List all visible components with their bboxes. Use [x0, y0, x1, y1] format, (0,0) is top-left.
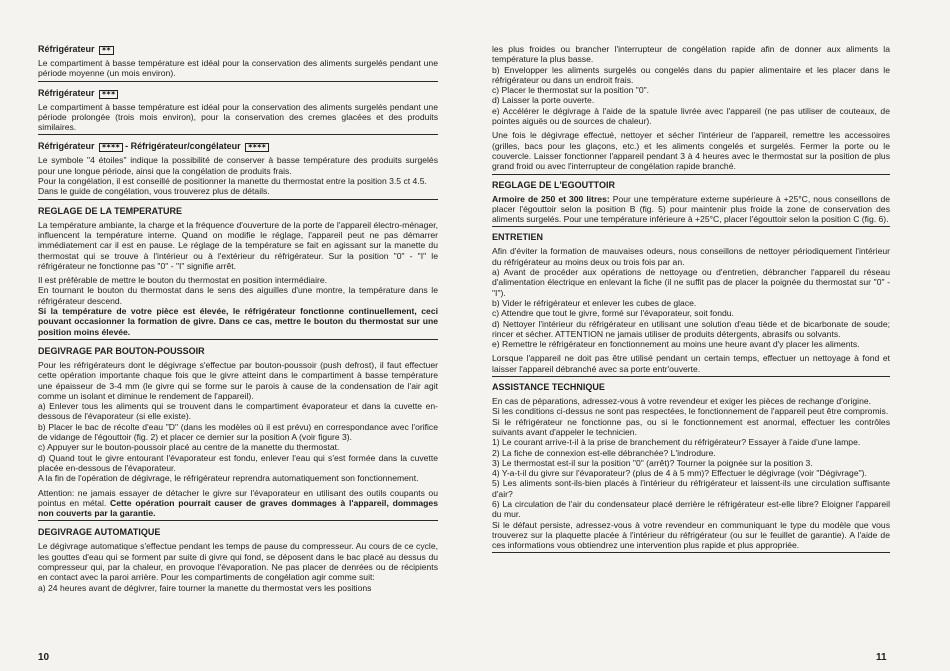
list-item: b) Placer le bac de récolte d'eau "D" (dans les modèles où il est prévu) en correspondance avec l'orifice de vidange de l'égouttoir (fig. 2) et placer ce dernier sur la position A (voir figure 3).	[38, 421, 438, 443]
list-item: 1) Le courant arrive-t-il à la prise de branchement du réfrigérateur? Essayer à l'aide d'une lampe.	[492, 437, 861, 448]
four-star-icon: ✶✶✶✶	[245, 143, 269, 152]
paragraph: Lorsque l'appareil ne doit pas être utilisé pendant un certain temps, effectuer un nettoyage à fond et laisser l'appareil débranché avec sa porte entr'ouverte.	[492, 353, 890, 374]
left-page	[38, 44, 438, 600]
section-entretien	[492, 232, 890, 377]
page-number-right: 11	[876, 652, 887, 663]
section-degivrage-automatique	[38, 527, 438, 594]
three-star-icon: ✶✶✶	[99, 90, 119, 99]
section-refrigerateur-4-etoiles	[38, 141, 438, 199]
body-text: Pour une température externe supérieure à +25°C, nous conseillons de placer l'égouttoir selon la position B (fig. 5) pour maintenir plus froide la zone de conservation des aliments surgelés. Pour une température inférieure à +25°C, placer l'égouttoir selon la position C (fig. 6).	[492, 193, 890, 225]
four-star-icon: ✶✶✶✶	[99, 143, 123, 152]
list-item: a) 24 heures avant de dégivrer, faire tourner la manette du thermostat vers les positions	[38, 582, 372, 593]
section-title: DEGIVRAGE PAR BOUTON-POUSSOIR	[38, 345, 205, 356]
list-item: e) Accélérer le dégivrage à l'aide de la spatule livrée avec l'appareil (ne pas utiliser de couteaux, de pointes aiguës ou de sources de chaleur).	[492, 105, 890, 127]
list-item: c) Attendre que tout le givre, formé sur l'évaporateur, soit fondu.	[492, 308, 734, 319]
paragraph: En tournant le bouton du thermostat dans le sens des aiguilles d'une montre, la température dans le réfrigérateur descend.	[38, 285, 438, 306]
paragraph: Si le réfrigérateur ne fonctionne pas, ou si le fonctionnement est anormal, effectuer les contrôles suivants avant d'appeler le technicien.	[492, 416, 890, 437]
section-title: REGLAGE DE LA TEMPERATURE	[38, 205, 183, 216]
list-item: 4) Y-a-t-il du givre sur l'évaporateur? (plus de 4 à 5 mm)? Effectuer le dégivrage (voir "Dégivrage").	[492, 468, 867, 479]
paragraph: Si les conditions ci-dessus ne sont pas respectées, le fonctionnement de l'appareil peut être compromis.	[492, 406, 889, 417]
warning-bold-text: Cette opération pourrait causer de graves dommages à l'appareil, dommages non couverts par la garantie.	[38, 497, 438, 519]
list-item: 6) La circulation de l'air du condensateur placé derrière le réfrigérateur est-elle libre? Eloigner l'appareil du mur.	[492, 498, 890, 520]
list-item: d) Laisser la porte ouverte.	[492, 95, 595, 106]
paragraph: Le compartiment à basse température est idéal pour la conservation des aliments surgelés pendant une période moyenne (un mois environ).	[38, 58, 438, 79]
list-item: d) Quand tout le givre entourant l'évaporateur est fondu, enlever l'eau qui s'est formée dans la cuvette placée en-dessous de l'évaporateur.	[38, 452, 438, 473]
list-item: c) Placer le thermostat sur la position "0".	[492, 85, 650, 96]
section-degivrage-bouton-poussoir	[38, 346, 438, 521]
list-item: 5) Les aliments sont-ils-bien placés à l'intérieur du réfrigérateur et laissent-ils une circulation suffisante d'air?	[492, 478, 890, 499]
paragraph: En cas de péparations, adressez-vous à votre revendeur et exiger les pièces de rechange d'origine.	[492, 396, 872, 407]
section-title: REGLAGE DE L'EGOUTTOIR	[492, 179, 615, 190]
two-star-icon: ✶✶	[99, 46, 114, 55]
paragraph: Pour la congélation, il est conseillé de positionner la manette du thermostat entre la position 3.5 ct 4.5.	[38, 176, 427, 187]
section-refrigerateur-3-etoiles	[38, 88, 438, 136]
list-item: a) Avant de procéder aux opérations de nettoyage ou d'entretien, débrancher l'appareil du réseau d'alimentation électrique en enlevant la fiche (il ne suffit pas de placer la poignée du thermostat sur "0" - "I").	[492, 267, 890, 298]
list-item: 2) La fiche de connexion est-elle débranchée? L'indrodure.	[492, 447, 716, 458]
paragraph: Le symbole "4 étoiles" indique la possibilité de conserver à basse température des produits surgelés pour une longue période, ainsi que la congélation de produits frais.	[38, 155, 438, 176]
section-reglage-temperature	[38, 206, 438, 340]
paragraph	[492, 194, 890, 225]
warning-paragraph	[38, 488, 438, 519]
section-title: Réfrigérateur	[38, 44, 95, 54]
paragraph: Le compartiment à basse température est idéal pour la conservation des aliments surgelés pendant une période prolongée (trois mois environ), pour la conservation des cremes glacées et des produits similaires.	[38, 101, 438, 133]
section-reglage-egouttoir	[492, 180, 890, 228]
right-page	[492, 44, 890, 558]
page-number-left: 10	[38, 652, 50, 663]
section-title: ASSISTANCE TECHNIQUE	[492, 382, 605, 393]
paragraph: Afin d'éviter la formation de mauvaises odeurs, nous conseillons de nettoyer périodiquement l'intérieur du réfrigérateur au moins deux ou trois fois par an.	[492, 246, 890, 267]
list-item: 3) Le thermostat est-il sur la position "0" (arrêt)? Tourner la poignée sur la position 3.	[492, 457, 813, 468]
section-title: Réfrigérateur	[38, 87, 95, 98]
list-item: d) Nettoyer l'intérieur du réfrigérateur en utilisant une solution d'eau tiède et de bicarbonate de soude; rincer et sécher. ATTENTION ne jamais utiliser de produits détergents, abrasifs ou solvants.	[492, 318, 890, 339]
section-title: DEGIVRAGE AUTOMATIQUE	[38, 527, 161, 538]
list-item: a) Enlever tous les aliments qui se trouvent dans le compartiment évaporateur et dans la cuvette en-dessous de l'évaporateur (si elle existe).	[38, 401, 438, 422]
paragraph: La température ambiante, la charge et la fréquence d'ouverture de la porte de l'appareil électro-ménager, influencent la température interne. Quand on modifie le réglage, l'appareil peut ne pas démarrer immédiatement car il est en pause. Le réglage de la température se fait en agissant sur la manette du thermostat qui se trouve à l'intérieur ou à l'extérieur du réfrigérateur. Sur la position "0" - "I" le réfrigérateur ne fonctionne pas "0" - "I" signifie arrêt.	[38, 219, 438, 271]
paragraph: Une fois le dégivrage effectué, nettoyer et sécher l'intérieur de l'appareil, remettre les accessoires (grilles, bacs pour les glaçons, etc.) et les aliments congelés et surgelés. Fermer la porte ou le couvercle. Laisser fonctionner l'appareil pendant 3 à 4 heures avec le thermostat sur la position de plus grand froid ou avec l'interrupteur de congélation rapide branché.	[492, 130, 890, 172]
section-subtitle: - Réfrigérateur/congélateur	[125, 141, 241, 152]
paragraph: Il est préférable de mettre le bouton du thermostat en position intermédiaire.	[38, 275, 328, 286]
lead-text: Armoire de 250 et 300 litres:	[492, 193, 610, 204]
list-item: b) Vider le réfrigérateur et enlever les cubes de glace.	[492, 297, 697, 308]
paragraph: les plus froides ou brancher l'interrupteur de congélation rapide afin de donner aux aliments la température la plus basse.	[492, 44, 890, 65]
paragraph: Dans le guide de congélation, vous trouverez plus de détails.	[38, 186, 270, 197]
section-refrigerateur-2-etoiles	[38, 44, 438, 82]
section-title: Réfrigérateur	[38, 141, 95, 152]
list-item: b) Envelopper les aliments surgelés ou congelés dans du papier alimentaire et les placer dans le réfrigérateur ou dans un endroit frais.	[492, 64, 890, 85]
warning-paragraph: Si la température de votre pièce est élevée, le réfrigérateur fonctionne continuellement, ceci pouvant occasionner la formation de givre. Dans ce cas, mettre le bouton du thermostat sur une position moins élevée.	[38, 306, 438, 337]
warning-text: Attention: ne jamais essayer de détacher le givre sur l'évaporateur en utilisant des outils coupants ou pointus en métal.	[38, 487, 438, 508]
paragraph: Le dégivrage automatique s'effectue pendant les temps de pause du compresseur. Au cours de ce cycle, les gouttes d'eau qui se forment par suite di givre qui fond, se déposent dans le bac placé au dessus du compresseur qui, par la chaleur, en provoque l'évaporation. Ne pas placer de denrées ou de récipients en contact avec la paroi arrière. Pour les compartiments de congélation agir comme suit:	[38, 541, 438, 583]
section-degivrage-suite	[492, 44, 890, 175]
section-assistance-technique	[492, 382, 890, 553]
list-item: c) Appuyer sur le bouton-poussoir placé au centre de la manette du thermostat.	[38, 442, 340, 453]
section-title: ENTRETIEN	[492, 232, 544, 243]
paragraph: Pour les réfrigérateurs dont le dégivrage s'effectue par bouton-poussoir (push defrost), il faut effectuer cette opération importante chaque fois que le givre atteint dans le compartiment à basse température une épaisseur de 3-4 mm (le givre qui se forme sur le parois à cause de la condensation de l'air agit comme un isolant et diminue le rendement de l'appareil).	[38, 359, 438, 401]
list-item: e) Remettre le réfrigérateur en fonctionnement au moins une heure avant d'y placer les aliments.	[492, 339, 860, 350]
paragraph: Si le défaut persiste, adressez-vous à votre revendeur en communiquant le type du modèle que vous trouverez sur la plaquette placée à l'intérieur du réfrigérateur (ou sur le feuillet de garantie). A l'aide de ces informations vous obtiendrez une intervention plus rapide et plus appropriée.	[492, 519, 890, 551]
paragraph: A la fin de l'opération de dégivrage, le réfrigérateur reprendra automatiquement son fonctionnement.	[38, 473, 419, 484]
